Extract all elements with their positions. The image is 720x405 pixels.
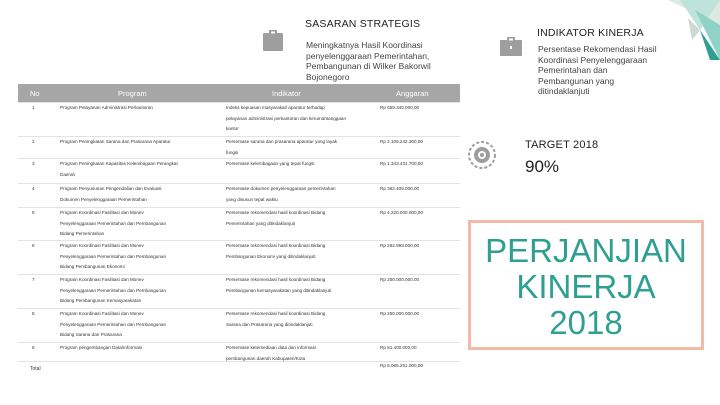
header-program: Program [118,89,147,98]
program-cell: Program Koordinasi Fasilitasi dan Monev [60,243,144,248]
row-divider [18,102,460,103]
anggaran-cell: Rp 2.106.242.300,00 [380,139,423,144]
target-icon [467,140,497,170]
program-table [18,84,460,384]
anggaran-cell: Rp 81.400.000,00 [380,345,417,350]
indikator-cell: Persentase rekomendasi hasil koordinasi Bidang [226,311,326,316]
indikator-cell: pembangunan daerah Kabupaten/Kota [226,355,306,361]
program-cell: Bidang Sarana dan Prasarana [60,332,122,338]
anggaran-cell: Rp 659.340.000,00 [380,105,420,110]
program-cell: Bidang Pemerintahan [60,231,105,237]
row-number: 4 [32,186,35,191]
indikator-title: INDIKATOR KINERJA [537,27,644,39]
program-cell: Program Peningkatan Sarana dan Prasarana Aparatur [60,139,171,144]
row-number: 5 [32,210,35,215]
program-cell: Program Koordinasi Fasilitasi dan Monev [60,210,144,215]
total-value: Rp 6.065.251.000,00 [380,363,423,368]
program-cell: Program Koordinasi Fasilitasi dan Monev [60,277,144,282]
target-label: TARGET 2018 [525,139,599,151]
anggaran-cell: Rp 1.343.431.700,00 [380,161,423,166]
program-cell: Bidang Pembangunan Ekonomi [60,264,125,270]
perjanjian-kinerja-banner [468,220,704,350]
indikator-description: Persentase Rekomendasi Hasil Koordinasi Penyelenggaraan Pemerintahan dan Pembangunan yang ditindaklanjuti [538,44,657,96]
anggaran-cell: Rp 4.220.000.000,00 [380,210,423,215]
program-cell: Program Koordinasi Fasilitasi dan Monev [60,311,144,316]
program-cell: Dokumen Penyelenggaraan Pemerintahan [60,196,147,202]
row-divider [18,207,460,208]
program-cell: Program Pelayanan Administrasi Perkantoran [60,105,153,110]
header-no: No [30,89,40,98]
anggaran-cell: Rp 252.993.000,00 [380,243,420,248]
row-divider [18,361,460,362]
indikator-cell: Persentase ketersediaan data dan informasi [226,345,316,350]
row-number: 3 [32,161,35,166]
row-divider [18,274,460,275]
indikator-cell: yang disusun tepat waktu [226,196,278,202]
indikator-cell: Persentase rekomendasi hasil koordinasi Bidang [226,243,326,248]
row-divider [18,136,460,137]
indikator-cell: Persentase sarana dan prasarana aparatur yang layak [226,139,338,144]
indikator-cell: Persentase dokumen penyelenggaraan pemerintahan [226,186,336,191]
indikator-cell: Persentase rekomendasi hasil koordinasi Bidang [226,277,326,282]
program-cell: Program pengembangan Data/Informasi [60,345,142,350]
row-number: 1 [32,105,35,110]
banner-line-1: PERJANJIAN [485,232,687,269]
program-cell: Penyelenggaraan Pemerintahan dan Pembangunan [60,253,166,259]
indikator-cell: kantor [226,126,239,132]
indikator-cell: Pembangunan kemasyarakatan yang ditindaklanjuti [226,287,332,293]
indikator-cell: Pemerintahan yang ditindaklanjuti [226,220,295,226]
program-cell: Penyelenggaraan Pemerintahan dan Pembangunan [60,321,166,327]
row-divider [18,183,460,184]
header-anggaran: Anggaran [396,89,429,98]
indikator-cell: Pembangunan Ekonomi yang ditindaklanjuti [226,253,316,259]
row-divider [18,342,460,343]
program-cell: Penyelenggaraan Pemerintahan dan Pembangunan [60,287,166,293]
program-cell: Bidang Pembangunan Kemasyarakatan [60,298,142,304]
total-label: Total [30,366,41,372]
program-cell: Penyelenggaraan Pemerintahan dan Pembangunan [60,220,166,226]
indikator-cell: pelayanan administrasi perkantoran dan kerumahtanggaan [226,115,347,121]
program-cell: Program Penyusunan Pengendalian dan Evaluasi [60,186,162,191]
target-value: 90% [525,157,560,176]
row-divider [18,308,460,309]
sasaran-title: SASARAN STRATEGIS [305,18,421,30]
program-cell: Daerah [60,171,76,177]
row-divider [18,158,460,159]
header-indikator: Indikator [272,89,301,98]
briefcase-icon [500,37,522,56]
row-number: 7 [32,277,35,282]
briefcase-icon [262,30,284,52]
indikator-cell: Indeks kepuasan masyarakat/ aparatur terhadap [226,105,325,110]
anggaran-cell: Rp 250.000.000,00 [380,311,420,316]
row-number: 6 [32,243,35,248]
sasaran-description: Meningkatnya Hasil Koordinasi penyelenggaraan Pemerintahan, Pembangunan di Wilker Bakorwil Bojonegoro [306,40,431,82]
program-cell: Program Peningkatan Kapasitas Kelembagaan Perangkat [60,161,178,166]
row-number: 2 [32,139,35,144]
banner-line-3: 2018 [549,304,623,341]
anggaran-cell: Rp 362.405.000,00 [380,186,420,191]
indikator-cell: Persentase kelembagaan yang tepat fungsi [226,161,315,166]
anggaran-cell: Rp 250.000.000,00 [380,277,420,282]
row-number: 9 [32,345,35,350]
indikator-cell: fungsi [226,149,239,155]
row-divider [18,240,460,241]
indikator-cell: Sarana dan Prasarana yang ditindaklanjuti [226,321,313,327]
table-header [18,84,460,103]
banner-line-2: KINERJA [516,268,656,305]
indikator-cell: Persentase rekomendasi hasil koordinasi Bidang [226,210,326,215]
row-number: 8 [32,311,35,316]
